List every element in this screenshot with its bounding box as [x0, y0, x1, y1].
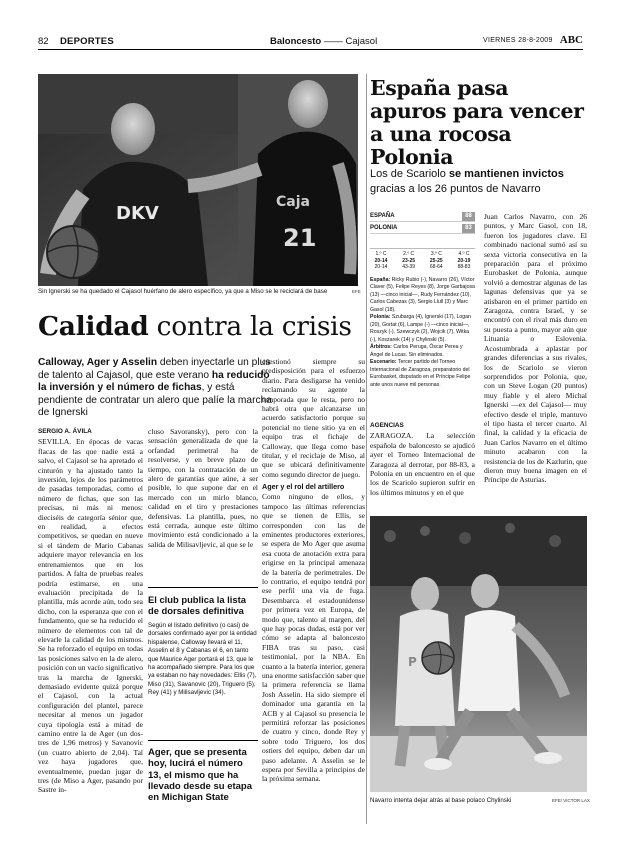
column-3b-text: Como ninguno de ellos, y tampoco las últimas referencias que se tienen de Ellis, se corresponden con las de eminentes productores exteriores, se espera de Mo Ager que asuma esa cuota de anotación extra para erigirse en la principal amenaza de la batería de perimetrales. De lo contrario, el equipo tendrá por ese perfil una vía de fuga. Desembarca el estadounidense por primera vez en Europa, de modo que, talento al margen, del que hay pocas dudas, está por ver cómo se adapta al baloncesto FIBA tras su paso, casi testimonial, por la NBA. En cuanto a la batería interior, genera una enorme satisfacción saber que la primera referencia se llama Josh Asselin. Ha sido siempre el dominador una garantía en la ACB y al Cajasol su presencia le permitirá reforzar las posiciones de cuatro y cinco, donde Rey y sobre todo Triguero, los dos ostiers del equipo, deben dar un paso adelante. A Asselin se le espera por Sevilla a principios de la próxima semana. — [262, 492, 365, 784]
quarter-table — [370, 248, 475, 271]
team-name: POLONIA — [370, 225, 398, 231]
sidebar-title: El club publica la lista de dorsales definitiva — [148, 594, 246, 616]
quarter-score: 20-19 — [457, 257, 471, 264]
right-lead-bold: se mantienen invictos — [448, 168, 564, 180]
column-2-text: cluso Savoransky), pero con la sensación generalizada de que la orfandad perimetral ha de resolverse, y en breve plazo de tiempo, con la contratación de un alero de garantías que aúne, a ser posible, lo que supone dar en el mercado con un mirlo blanco, calidad en el tiro y prestaciones defensivas. La plantilla, pues, no está cerrada, aunque este último movimiento está condicionado a la salida de Milisavljevic, al que se le — [148, 427, 258, 549]
scoreboard — [370, 212, 475, 389]
quarter-score: 23-25 — [402, 257, 416, 264]
section-label: DEPORTES — [60, 36, 114, 47]
quarter-score: 20-14 — [374, 257, 388, 264]
left-article-column-3 — [262, 357, 365, 784]
headline-bold: Calidad — [38, 311, 149, 342]
quarter-cell — [370, 251, 392, 271]
column-divider — [366, 74, 367, 824]
photo-caption-left: Sin Ignerski se ha quedado el Cajasol huérfano de alero específico, ya que a Miso se le reciclará de base — [38, 288, 328, 295]
newspaper-logo: ABC — [559, 34, 583, 46]
referees: Carlos Peruga, Óscar Perea y Ángel de Lucas. Sin eliminados. — [370, 344, 463, 358]
photo-navarro — [370, 516, 587, 792]
subheading-ager: Ager y el rol del artillero — [262, 482, 345, 492]
quarter-score: 25-25 — [429, 257, 443, 264]
quarter-cumulative: 88-83 — [457, 264, 471, 270]
issue-date: VIERNES 28-8-2009 — [483, 37, 553, 44]
svg-text:21: 21 — [283, 224, 317, 252]
right-lead — [370, 167, 588, 197]
left-article-column-1 — [38, 427, 143, 795]
team-points: 88 — [462, 212, 475, 221]
column-3-text: cuestionó siempre su predisposición para el esfuerzo diario. Para desligarse ha venido reclamando su agente la temporada que le resta, pero no habrá otra que alcanzarse un acuerdo satisfactorio porque su potencial no tiene sitio ya en el equipo tras el fichaje de Calloway, que llega como base titular, y el reciclaje de Miso, al que se ubicará definitivamente como segundo director de juego. — [262, 357, 365, 479]
svg-text:DKV: DKV — [116, 203, 159, 224]
right-article-column-1 — [370, 421, 475, 497]
quarter-cumulative: 43-39 — [402, 264, 416, 270]
topic-main: Baloncesto — [270, 36, 322, 47]
right-column-1-text: ZARAGOZA. La selección española de baloncesto se ajudicó ayer el Torneo Internacional de Zaragoza al derrotar, por 88-83, a Polonia en un encuentro en el que los de Scariolo supieron sufrir en los últimos minutos y en el que — [370, 431, 475, 497]
page-header — [38, 36, 583, 50]
byline: SERGIO A. ÁVILA — [38, 428, 92, 435]
photo-caption-right: Navarro intenta dejar atrás al base polaco Chylinski — [370, 797, 512, 804]
quarter-cell — [398, 251, 420, 271]
spain-label: España: — [370, 276, 391, 283]
dorsales-sidebar — [148, 587, 258, 698]
left-lead — [38, 357, 272, 420]
sidebar-body: Según el listado definitivo (o casi) de dorsales confirmado ayer por la entidad hispalense, Calloway llevará el 11, Asselin el 8 y Cabanas el 6, en tanto que Maurice Ager portará el 13, que le ha acompañado siempre. Para los que ya estaban no hay novedades: Ellis (7), Miso (31), Savanovic (20), Triguero (5), Rey (41) y Milisavljevic (34). — [148, 622, 257, 697]
quarter-label: 3.º C — [430, 251, 442, 257]
pull-quote: Ager, que se presenta hoy, lucirá el número 13, el mismo que ha llevado desde su etapa en Michigan State — [148, 740, 258, 803]
quarter-cumulative: 20-14 — [374, 264, 388, 270]
team-name: ESPAÑA — [370, 213, 395, 219]
section-topic — [270, 36, 377, 47]
column-1-text: SEVILLA. En épocas de vacas flacas de las que nadie está a salvo, el Cajasol se ha apretado el cinturón y ha ajustado tanto la inversión, lejos de los parámetros de pasadas temporadas, como el número de fichas, que son las precisas, ni más ni menos: dieciséis de categoría sénior que, en realidad, a efectos competitivos, se quedan en nueve si el tándem de Mario Cabanas adquiere mayor relevancia en los entrenamientos que en los partidos. A falta de pruebas reales podría estimarse, en una evaluación precipitada de la plantilla, más acorde aún, todo sea dicho, con la esperanza que con el fundamento, que se ha reducido el número de elementos con tal de elevarle la calidad de los mismos. Se ha reforzado el equipo en todas las posiciones salvo en la de alero, posición con un vacío significativo tras la marcha de Ignerski, demasiado evidente quizá porque el Cajasol, con la actual configuración del plantel, parece necesitar al menos un jugador cuya tipología está a mitad de camino entre la de Ager (un dos-tres de 1,96 metros) y Savanovic (un cuatro abierto de 2,04). Tal vez haya jugadores que, eventualmente, puedan jugar de tres (de Miso a Ager, pasando por Sastre in- — [38, 437, 143, 795]
poland-label: Polonia: — [370, 314, 391, 320]
lead-bold-2: ha reducido la inversión y el número de fichas — [38, 369, 270, 394]
lead-text-2: , y está pendiente de contratar un alero que palíe la marcha de Ignerski — [38, 382, 272, 419]
right-lead-text-2: gracias a los 26 puntos de Navarro — [370, 183, 541, 195]
photo-cajasol-players — [38, 74, 358, 286]
quarter-cell — [453, 251, 475, 271]
quarter-label: 1.º C — [375, 251, 387, 257]
topic-sub: Cajasol — [345, 36, 378, 47]
quarter-cumulative: 68-64 — [429, 264, 443, 270]
team-row-spain — [370, 212, 475, 222]
venue-label: Escenario: — [370, 359, 397, 365]
team-row-poland — [370, 224, 475, 234]
left-headline — [38, 312, 352, 342]
svg-text:P: P — [408, 655, 417, 669]
box-score-text — [370, 277, 475, 390]
topic-sep: —— — [323, 36, 343, 47]
headline-rest: contra la crisis — [156, 311, 352, 342]
right-lead-text-1: Los de Scariolo — [370, 168, 449, 180]
team-points: 83 — [462, 224, 475, 233]
lead-text-1: deben inyectarle un plus de talento al Cajasol, que este verano — [38, 357, 271, 381]
right-column-2-text: Juan Carlos Navarro, con 26 puntos, y Marc Gasol, con 18, fueron los jugadores clave. El combinado nacional sumó así su sexta victoria consecutiva en la preparación para el próximo Eurobasket de Polonia, aunque volvió a demostrar algunas de las lagunas defensivas que ya se atisbaron en el primer partido en Zaragoza, contra Israel, y se encontró con el rival más duro en su puesta a punto, mayor aún que Lituania o Eslovenia. Acostumbrada a aplastar por grandes diferencias a sus rivales, los de Scariolo se vieron sorprendidos por Polonia, que, con un Steve Logan (20 puntos) muy fiable y el alero Michal Ignerski —ex del Cajasol— muy efectivo desde el triple, mantuvo el tipo hasta el tercer cuarto. Al final, la calidad y la eficacia de Juan Carlos Navarro en el último minuto acabaron con la resistencia de los de Kazlurin, que dieron muy buena imagen en el Príncipe de Asturias. — [484, 212, 587, 485]
venue: Tercer partido del Torneo Internacional de Zaragoza, preparatorio del Eurobasket, disputado en el Príncipe Felipe ante unos nueve mil personas. — [370, 359, 471, 388]
left-article-column-2 — [148, 427, 258, 549]
photo-credit-left: EFE — [352, 289, 361, 294]
page-number: 82 — [38, 36, 49, 47]
right-headline: España pasa apuros para vencer a una rocosa Polonia — [370, 76, 584, 169]
svg-text:Caja: Caja — [276, 194, 310, 210]
photo-credit-right: EFE/ VICTOR LAX — [552, 798, 590, 803]
spain-players: Ricky Rubio (-), Navarro (26), Víctor Claver (5), Felipe Reyes (8), Jorge Garbajosa (13) —cinco inicial—, Rudy Fernández (10), Carlos Cabezas (3), Sergio Llull (3) y Marc Gasol (18). — [370, 276, 475, 313]
poland-players: Szubarga (4), Ignerski (17), Logan (20), Gortat (6), Lampe (-) —cinco inicial—, Roszyk (-), Szewczyk (2), Wojcik (7), Witka (-), Koszarek (14) y Chylinski (5). — [370, 314, 471, 343]
quarter-cell — [425, 251, 447, 271]
right-article-column-2 — [484, 212, 587, 485]
right-byline: AGENCIAS — [370, 422, 404, 429]
referees-label: Árbitros: — [370, 344, 392, 350]
quarter-label: 4.º C — [458, 251, 470, 257]
lead-bold-1: Calloway, Ager y Asselin — [38, 357, 158, 368]
quarter-label: 2.º C — [403, 251, 415, 257]
